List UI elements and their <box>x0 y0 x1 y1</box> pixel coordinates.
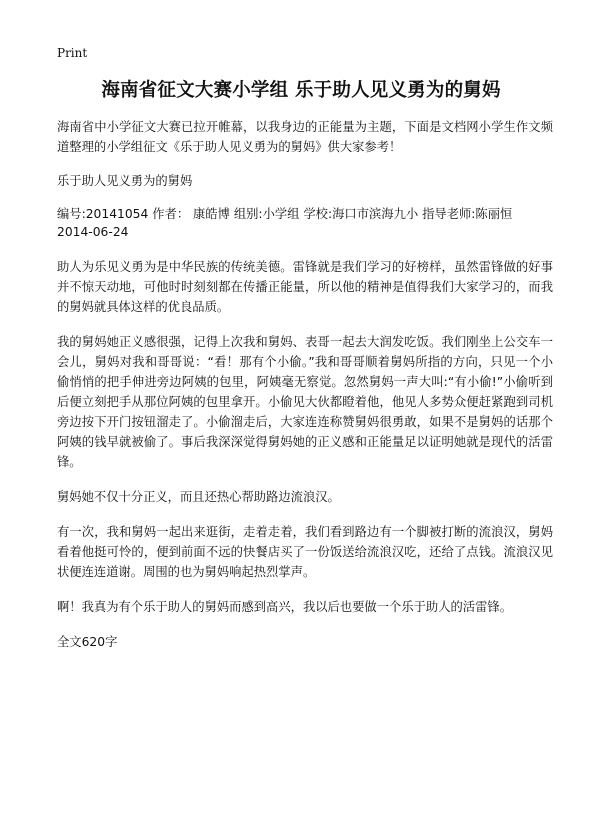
print-label: Print <box>57 46 88 60</box>
article-meta <box>57 205 553 241</box>
meta-date: 2014-06-24 <box>57 225 129 239</box>
word-count: 全文620字 <box>57 635 118 649</box>
body-paragraph: 助人为乐见义勇为是中华民族的传统美德。雷锋就是我们学习的好榜样，虽然雷锋做的好事并不惊天动地，可他时时刻刻都在传播正能量，所以他的精神是值得我们大家学习的，而我的舅妈就具体这样的优良品质。 <box>57 260 553 314</box>
body-paragraph: 啊！我真为有个乐于助人的舅妈而感到高兴，我以后也要做一个乐于助人的活雷锋。 <box>57 600 512 614</box>
body-paragraph: 舅妈她不仅十分正义，而且还热心帮助路边流浪汉。 <box>57 490 340 504</box>
meta-author-line: 编号:20141054 作者： 康皓博 组别:小学组 学校:海口市滨海九小 指导老师:陈丽恒 <box>57 207 513 221</box>
article-title: 海南省征文大赛小学组 乐于助人见义勇为的舅妈 <box>101 80 501 101</box>
article-body <box>57 117 553 652</box>
article-subtitle: 乐于助人见义勇为的舅妈 <box>57 174 193 188</box>
intro-paragraph: 海南省中小学征文大赛已拉开帷幕，以我身边的正能量为主题，下面是文档网小学生作文频道整理的小学组征文《乐于助人见义勇为的舅妈》供大家参考！ <box>57 120 553 154</box>
body-paragraph: 有一次，我和舅妈一起出来逛街，走着走着，我们看到路边有一个脚被打断的流浪汉，舅妈看着他挺可怜的，便到前面不远的快餐店买了一份饭送给流浪汉吃，还给了点钱。流浪汉见状便连连道谢。周围的也为舅妈响起热烈掌声。 <box>57 525 553 579</box>
body-paragraph: 我的舅妈她正义感很强，记得上次我和舅妈、表哥一起去大润发吃饭。我们刚坐上公交车一会儿，舅妈对我和哥哥说：“看！那有个小偷。”我和哥哥顺着舅妈所指的方向，只见一个小偷悄悄的把手伸进旁边阿姨的包里，阿姨毫无察觉。忽然舅妈一声大叫:“有小偷!”小偷听到后便立刻把手从那位阿姨的包里拿开。小偷见大伙都瞪着他，他见人多势众便赶紧跑到司机旁边按下开门按钮溜走了。小偷溜走后，大家连连称赞舅妈很勇敢，如果不是舅妈的话那个阿姨的钱早就被偷了。事后我深深觉得舅妈她的正义感和正能量足以证明她就是现代的活雷锋。 <box>57 335 553 469</box>
